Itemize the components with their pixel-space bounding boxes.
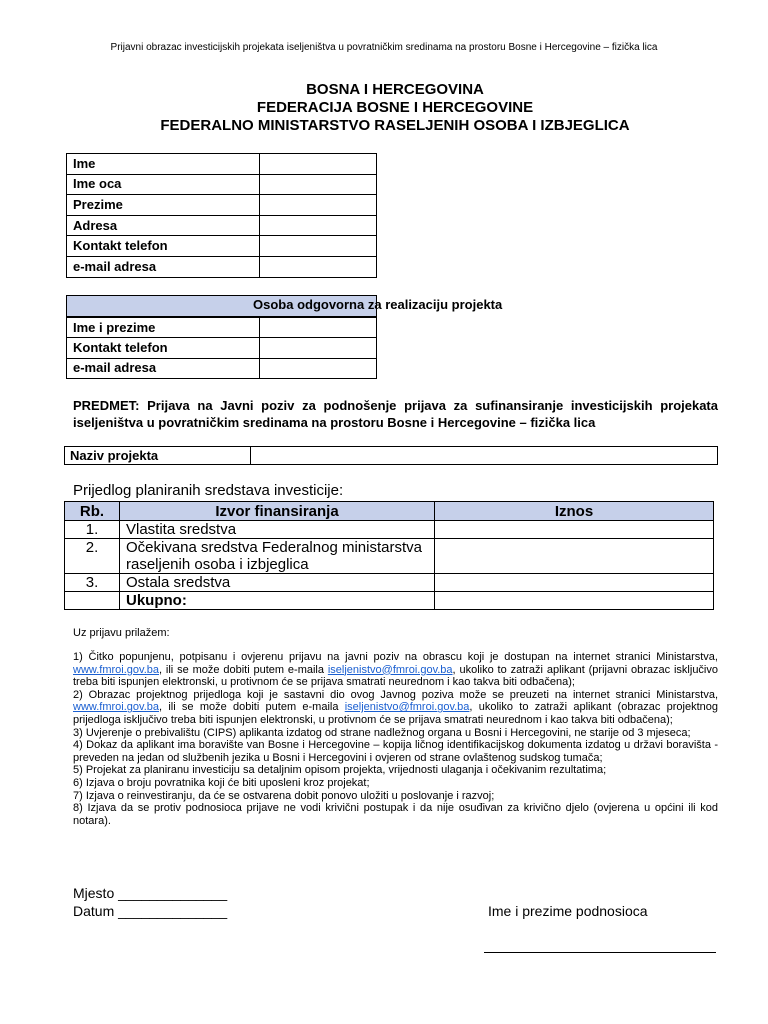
field-label: Kontakt telefon <box>67 236 260 257</box>
item-text: , ili se može dobiti putem e-maila <box>159 701 345 714</box>
item-text: 2) Obrazac projektnog prijedloga koji je sastavni dio ovog Javnog poziva može se preuzeti na internet stranici Ministarstva, <box>73 688 718 701</box>
list-item <box>73 651 718 689</box>
responsible-heading-part2: za realizaciju projekta <box>364 297 503 312</box>
odgovorna-email-input[interactable] <box>260 358 377 378</box>
adresa-input[interactable] <box>260 215 377 236</box>
attachments-list <box>73 651 718 827</box>
naziv-projekta-input[interactable] <box>251 447 718 465</box>
ime-oca-input[interactable] <box>260 174 377 195</box>
table-row <box>67 174 377 195</box>
title-federation: FEDERACIJA BOSNE I HERCEGOVINE <box>256 99 534 116</box>
iznos-input-2[interactable] <box>435 539 714 574</box>
table-row <box>65 539 714 574</box>
kontakt-telefon-input[interactable] <box>260 236 377 257</box>
table-row <box>65 574 714 592</box>
responsible-heading <box>66 297 503 312</box>
list-item: 8) Izjava da se protiv podnosioca prijave ne vodi krivični postupak i da nije osuđivan za krivično djelo (ovjerena u općini ili kod notara). <box>73 802 718 827</box>
list-item <box>73 689 718 727</box>
column-header-iznos: Iznos <box>435 502 714 521</box>
attachments-intro: Uz prijavu prilažem: <box>73 627 170 639</box>
column-header-izvor: Izvor finansiranja <box>120 502 435 521</box>
mjesto-field[interactable]: Mjesto ______________ <box>73 885 228 901</box>
row-number: 1. <box>65 521 120 539</box>
list-item: 5) Projekat za planiranu investiciju sa detaljnim opisom projekta, vrijednosti ulaganja i očekivanim rezultatima; <box>73 764 607 777</box>
row-number-empty <box>65 592 120 610</box>
source-label: Ostala sredstva <box>120 574 435 592</box>
prezime-input[interactable] <box>260 195 377 216</box>
row-number: 3. <box>65 574 120 592</box>
ministry-website-link[interactable]: www.fmroi.gov.ba <box>73 701 159 714</box>
list-item: 3) Uvjerenje o prebivalištu (CIPS) aplikanta izdatog od strane nadležnog organa u Bosni i Hercegovini, ne starije od 3 mjeseca; <box>73 726 691 739</box>
title-country: BOSNA I HERCEGOVINA <box>306 81 484 98</box>
field-label: e-mail adresa <box>67 256 260 277</box>
column-header-rb: Rb. <box>65 502 120 521</box>
table-header-row <box>65 502 714 521</box>
list-item: 6) Izjava o broju povratnika koji će biti uposleni kroz projekat; <box>73 776 370 789</box>
table-row <box>67 358 377 378</box>
naziv-projekta-label: Naziv projekta <box>65 447 251 465</box>
list-item: 4) Dokaz da aplikant ima boravište van Bosne i Hercegovine – kopija ličnog identifikacijskog dokumenta izdatog u državi boravišta - preveden na jedan od službenih jezika u Bosni i Hercegovini i ovjeren od strane ovlaštenog sudskog tumača; <box>73 739 718 764</box>
ministry-email-link[interactable]: iseljenistvo@fmroi.gov.ba <box>327 663 453 676</box>
table-row <box>67 236 377 257</box>
row-number: 2. <box>65 539 120 574</box>
field-label: Ime i prezime <box>67 318 260 338</box>
iznos-input-1[interactable] <box>435 521 714 539</box>
table-row <box>67 338 377 358</box>
table-row <box>65 521 714 539</box>
table-row <box>67 318 377 338</box>
table-row <box>67 256 377 277</box>
table-row <box>67 215 377 236</box>
odgovorna-telefon-input[interactable] <box>260 338 377 358</box>
table-row <box>67 154 377 175</box>
predmet-text: PREDMET: Prijava na Javni poziv za podnošenje prijava za sufinansiranje investicijskih projekata iseljeništva u povratničkim sredinama na prostoru Bosne i Hercegovine – fizička lica <box>73 398 718 430</box>
total-label: Ukupno: <box>120 592 435 610</box>
table-row <box>65 447 718 465</box>
iznos-input-3[interactable] <box>435 574 714 592</box>
item-text: 1) Čitko popunjenu, potpisanu i ovjerenu prijavu na javni poziv na obrascu koji je dostupan na internet stranici Ministarstva, <box>73 651 718 663</box>
item-text: , ili se može dobiti putem e-maila <box>159 663 328 676</box>
item-text: , ukoliko to zatraži aplikant (prijavni obrazac isključivo treba biti ispunjen elektronski, u protivnom će se prijava smatrati neurednom i kao takva biti odbačena); <box>73 663 718 689</box>
odgovorna-ime-input[interactable] <box>260 318 377 338</box>
field-label: Ime oca <box>67 174 260 195</box>
investment-label: Prijedlog planiranih sredstava investicije: <box>73 482 344 499</box>
document-header-note: Prijavni obrazac investicijskih projekata iseljeništva u povratničkim sredinama na prostoru Bosne i Hercegovine – fizička lica <box>110 42 658 53</box>
signature-line[interactable] <box>484 938 716 953</box>
table-row <box>67 195 377 216</box>
source-label: Vlastita sredstva <box>120 521 435 539</box>
applicant-table <box>66 153 377 278</box>
ministry-email-link[interactable]: iseljenistvo@fmroi.gov.ba <box>344 701 470 714</box>
list-item: 7) Izjava o reinvestiranju, da će se ostvarena dobit ponovo uložiti u poslovanje i razvoj; <box>73 789 495 802</box>
responsible-table <box>66 317 377 379</box>
ime-input[interactable] <box>260 154 377 175</box>
responsible-heading-part1: Osoba odgovorna <box>253 297 365 312</box>
total-row <box>65 592 714 610</box>
iznos-total-input[interactable] <box>435 592 714 610</box>
applicant-signature-label: Ime i prezime podnosioca <box>488 903 648 919</box>
field-label: Kontakt telefon <box>67 338 260 358</box>
ministry-website-link[interactable]: www.fmroi.gov.ba <box>73 663 159 676</box>
datum-field[interactable]: Datum ______________ <box>73 903 228 919</box>
naziv-projekta-table <box>64 446 718 465</box>
email-input[interactable] <box>260 256 377 277</box>
title-ministry: FEDERALNO MINISTARSTVO RASELJENIH OSOBA I IZBJEGLICA <box>160 117 630 134</box>
investment-table <box>64 501 714 610</box>
field-label: Adresa <box>67 215 260 236</box>
item-text: , ukoliko to zatraži aplikant (obrazac projektnog prijedloga isključivo treba biti ispunjen elektronski, u protivnom će se prijava smatrati neurednom i kao takva biti odbačena); <box>73 701 718 726</box>
field-label: Prezime <box>67 195 260 216</box>
field-label: Ime <box>67 154 260 175</box>
field-label: e-mail adresa <box>67 358 260 378</box>
source-label: Očekivana sredstva Federalnog ministarstva raseljenih osoba i izbjeglica <box>120 539 435 574</box>
document-titles <box>0 81 768 135</box>
